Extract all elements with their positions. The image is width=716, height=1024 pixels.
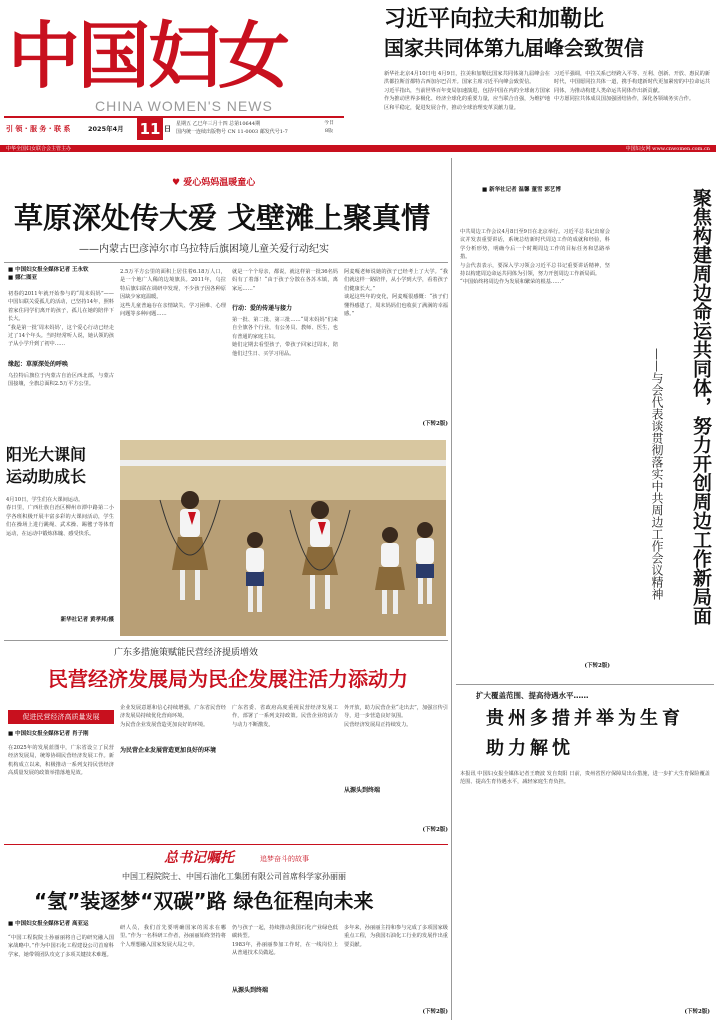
feature-col-1: 初春的2011年就开始参与的“周末妈妈”——中国妇联关爱孤儿的活动，已坚持14年，照料着家住同学们离开的孩子，孤儿在她的陪伴下长大。 “我是第一批‘周末妈妈’，这个爱心行动已经走过了14个年头。当时经常听人说，她认领的孩子从小学升到了初中…… (8, 291, 114, 348)
heart-icon: ♥ (172, 178, 181, 188)
right-story (456, 158, 714, 678)
econ-more[interactable]: (下转2版) (422, 827, 448, 833)
masthead-english: CHINA WOMEN'S NEWS (95, 98, 273, 114)
secretary-col-4: 多年来，孙丽丽主持和参与完成了多项国家级重点工程，为我国石油化工行业的发展作出重要贡献。 (344, 925, 448, 948)
secretary-kicker: 中国工程院院士、中国石油化工集团有限公司首席科学家孙丽丽 (122, 872, 346, 881)
lead-text-1: 新华社北京4月10日电 4月9日，拉美和加勒比国家共同体第九届峰会在洪都拉斯首都特古西加尔巴召开。国家主席习近平向峰会致贺信。 习近平指出，当前世界百年变局加速演进，包括中国在内的全球南方国家作为推动世界多极化、经济全球化的重要力量，应当联合自强，为维护地区和平稳定，促进发展合作，推动全球治理变革贡献力量。 (384, 71, 550, 111)
feature-rule (4, 262, 448, 263)
feature-col1-section: 缘起：草原深处的呼唤 (8, 361, 69, 368)
photo (120, 440, 446, 636)
right-subtitle: ——与会代表谈贯彻落实中共周边工作会议精神 (650, 348, 664, 600)
feature-col-3: 就是一个个母亲，都说，就这样第一批36名妈妈有了着落！“由于孩子分散在各苏木镇，离家远……” (232, 269, 338, 292)
feature-col-1b: 乌拉特后旗位于内蒙古自治区西北部，与蒙古国接壤，全旗总面积2.5万平方公里。 (8, 373, 114, 388)
guizhou-more[interactable]: (下转2版) (684, 1009, 710, 1015)
econ-story (4, 640, 448, 840)
feature-subhead: ——内蒙古巴彦淖尔市乌拉特后旗困境儿童关爱行动纪实 (79, 244, 329, 255)
side-title-2: 运动助成长 (6, 467, 87, 486)
secretary-col-2: 研人员，我们首先要明确国家的需求在哪里。”作为一名科研工作者，孙丽丽始终坚持将个人理想融入国家发展大局之中。 (120, 925, 226, 948)
secretary-banner: 总书记嘱托 (164, 850, 234, 866)
masthead-title: 中国妇女 (8, 13, 289, 98)
secretary-col-3: 仍与孩子一起，持续推动我国石化产业绿色低碳转型。 1983年，孙丽丽参加工作时，在一线岗位上从普通技术员做起。 (232, 925, 338, 957)
guizhou-rule (456, 684, 714, 685)
lead-headline-2: 国家共同体第九届峰会致贺信 (384, 36, 644, 60)
econ-byline: ■ 中国妇女报全媒体记者 肖子刚 (8, 731, 89, 737)
feature-col-4: 阿麦嘎老师说她的孩子已经考上了大学。“我们就这样一路陪伴，从小学到大学，看着孩子们健康长大。” 谈起这些年的变化，阿麦嘎很感慨：“孩子们懂得感恩了，周末妈妈们也收获了满满的幸福感。” (344, 269, 448, 318)
feature-tag-label: 爱心妈妈温暖童心 (183, 178, 256, 188)
secretary-col-1: “中国工程院院士孙丽丽将自己的研究融入国家战略中。”作为中国石化工程建设公司首席科学家，她带领团队攻克了多项关键技术难题。 (8, 935, 114, 958)
guizhou-story (456, 684, 714, 1022)
secretary-story (4, 844, 448, 1022)
masthead-date: 2025年4月 (88, 125, 124, 133)
econ-tag: 促进民营经济高质量发展 (8, 710, 114, 724)
feature-tag (172, 176, 302, 190)
masthead-issn: 国内统一连续出版物号 CN 11-0003 邮发代号1-7 (176, 129, 288, 135)
right-divider (451, 158, 452, 1020)
feature-headline: 草原深处传大爱 戈壁滩上聚真情 (14, 201, 431, 235)
feature-col-3b: 第一批、第二批、第三批……“周末妈妈”们来自全旗各个行业，有公务员、教师、医生，也有普通的家庭主妇。 她们定期去看望孩子，带孩子回家过周末，陪他们过生日、买学习用品。 (232, 317, 338, 357)
econ-headline: 民营经济发展局为民企发展注活力添动力 (48, 667, 408, 691)
lead-headline-1: 习近平向拉夫和加勒比 (384, 7, 605, 32)
photo-illustration (120, 440, 446, 636)
side-text: 4月10日，学生们在大课间运动。 春日里，广西壮族自治区柳州市潭中路第二小学各班积极开展丰富多彩的大课间活动，学生们在操场上进行跳绳、武术操、踢毽子等体育运动，在运动中锻炼体魄、感受快乐。 (6, 497, 114, 537)
feature-col-2: 2.5万平方公里的面积上居住着6.18万人口，是一个地广人稀的边境旗县。2011年，乌拉特后旗妇联在调研中发现，不少孩子因各种原因缺少家庭温暖。 这些儿童普遍存在亲情缺失、学习困难、心理问题等多种问题…… (120, 269, 226, 318)
masthead-pages-label: 今日 (323, 120, 334, 126)
feature-story (4, 158, 448, 434)
right-title: 聚焦构建周边命运共同体，努力开创周边工作新局面 (690, 188, 712, 625)
lead-text-2: 习近平强调，中拉关系已经跨入平等、互利、创新、开放、惠民的新时代，中国愿同拉共体一道，携手构建新时代更加紧密的中拉命运共同体，为推动构建人类命运共同体作出新贡献。 中方愿同拉共体成员国加强团结协作，深化各领域务实合作。 (554, 71, 710, 103)
side-story (4, 440, 116, 636)
masthead-sponsor: 中华全国妇女联合会主管主办 (6, 146, 72, 152)
econ-rule-top (4, 640, 448, 641)
feature-byline-2: ■ 娜仁图亚 (8, 275, 38, 281)
masthead-lunar: 星期五 乙巳年三月十四 总第10644期 (176, 121, 261, 127)
secretary-col3-section: 从源头到终端 (232, 987, 269, 994)
guizhou-headline: 贵州多措并举为生育助力解忧 (486, 708, 684, 759)
secretary-rule (4, 844, 448, 845)
guizhou-text: 本报讯 中国妇女报全媒体记者王晓波 发自贵阳 日前，贵州省医疗保障局出台措施，进一步扩大生育保险覆盖范围、提高生育待遇水平，减轻家庭生育负担。 (460, 771, 710, 786)
econ-col-2: 企业发展意愿和信心持续增强，广东省民营经济发展局持续优化营商环境。 为民营企业发展营造更加良好的环境。 (120, 705, 226, 728)
right-byline: ■ 新华社记者 温馨 董雪 郭艺博 (482, 187, 561, 193)
masthead-day-suffix: 日 (164, 125, 171, 133)
masthead-pages-count: 8版 (324, 128, 334, 134)
secretary-byline: ■ 中国妇女报全媒体记者 高亚运 (8, 921, 89, 927)
econ-col-1: 在2025年的发展蓝图中，广东省设立了民营经济发展局，统筹协调民营经济发展工作。新机构成立以来，积极推动一系列支持民营经济高质量发展的政策举措落地见效。 (8, 745, 114, 777)
secretary-headline: “氢”装逐梦“双碳”路 绿色征程向未来 (34, 889, 374, 913)
feature-byline-1: ■ 中国妇女报全媒体记者 王永钦 (8, 267, 89, 273)
masthead-day: 11 (139, 120, 161, 138)
econ-col-3: 广东省委、省政府高度重视民营经济发展工作，部署了一系列支持政策。民营企业的活力与动力不断激发。 (232, 705, 338, 728)
masthead-website[interactable]: 中国妇女网 www.cnwomen.com.cn (625, 146, 710, 152)
feature-col3-section: 行动：爱的传递与接力 (232, 305, 293, 312)
econ-col-4: 外开放，助力民营企业“走出去”，加强宣传引导，进一步营造良好氛围。 民营经济发展局正持续发力。 (344, 705, 448, 728)
feature-more[interactable]: (下转2版) (422, 421, 448, 427)
masthead-day-box (137, 118, 163, 140)
side-credit: 新华社记者 黄孝邦/摄 (60, 617, 114, 623)
secretary-banner-sub: 追梦奋斗的故事 (260, 855, 309, 863)
right-more[interactable]: (下转2版) (584, 663, 610, 669)
lead-story (356, 4, 712, 144)
secretary-more[interactable]: (下转2版) (422, 1009, 448, 1015)
right-text: 中共周边工作会议4月8日至9日在北京举行。习近平总书记出席会议并发表重要讲话，系统总结新时代周边工作的成就和经验，科学分析形势，明确今后一个时期周边工作的目标任务和思路举措。 与会代表表示，要深入学习领会习近平总书记重要讲话精神，坚持以构建周边命运共同体为引领，努力开创周边工作新局面。 “中国始终将周边作为发展和繁荣的根基……” (460, 229, 610, 286)
econ-kicker: 广东多措施策赋能民营经济提质增效 (114, 648, 259, 658)
econ-col4-section: 从源头到终端 (344, 787, 381, 794)
side-title-1: 阳光大课间 (6, 445, 87, 464)
masthead-rule (4, 116, 344, 118)
guizhou-kicker: 扩大覆盖范围、提高待遇水平…… (476, 691, 589, 700)
econ-col2-section: 为民营企业发展营造更加良好的环境 (120, 747, 217, 754)
masthead-motto: 引 领 · 服 务 · 联 系 (6, 125, 71, 133)
